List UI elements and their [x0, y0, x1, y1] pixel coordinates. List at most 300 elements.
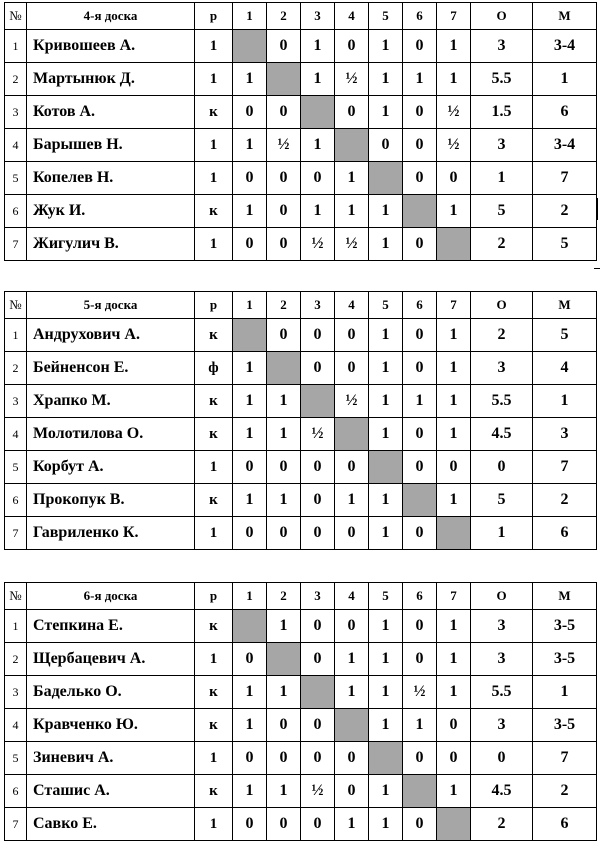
result-cell: 1: [437, 319, 471, 352]
player-points: 5.5: [471, 676, 533, 709]
result-cell: 0: [403, 228, 437, 261]
result-cell: 0: [301, 610, 335, 643]
result-cell: 0: [403, 643, 437, 676]
result-cell: 0: [403, 96, 437, 129]
result-cell: 1: [335, 808, 369, 841]
result-cell: 0: [403, 129, 437, 162]
result-cell: 1: [437, 610, 471, 643]
player-place: 1: [533, 676, 597, 709]
result-cell: 0: [267, 228, 301, 261]
diagonal-cell: [403, 484, 437, 517]
player-points: 3: [471, 610, 533, 643]
player-rank: 1: [195, 129, 233, 162]
result-cell: 0: [335, 352, 369, 385]
result-cell: 1: [335, 195, 369, 228]
player-points: 2: [471, 808, 533, 841]
header-col-2: 2: [267, 3, 301, 30]
player-points: 1: [471, 162, 533, 195]
player-place: 1: [533, 63, 597, 96]
result-cell: 1: [437, 352, 471, 385]
player-row: [5, 676, 597, 709]
result-cell: 0: [301, 319, 335, 352]
result-cell: 0: [437, 451, 471, 484]
diagonal-cell: [301, 96, 335, 129]
margin-mark: [594, 268, 600, 269]
player-row: [5, 129, 597, 162]
player-points: 4.5: [471, 418, 533, 451]
header-row: [5, 292, 597, 319]
player-rank: к: [195, 319, 233, 352]
header-col-7: 7: [437, 583, 471, 610]
header-row: [5, 3, 597, 30]
player-place: 3-4: [533, 30, 597, 63]
result-cell: ½: [403, 676, 437, 709]
player-points: 1: [471, 517, 533, 550]
result-cell: 1: [437, 775, 471, 808]
player-row: [5, 228, 597, 261]
result-cell: 1: [335, 484, 369, 517]
header-col-6: 6: [403, 3, 437, 30]
diagonal-cell: [369, 162, 403, 195]
result-cell: 0: [335, 742, 369, 775]
player-row: [5, 162, 597, 195]
player-row: [5, 451, 597, 484]
header-col-1: 1: [233, 3, 267, 30]
result-cell: 1: [369, 385, 403, 418]
player-number: 6: [5, 195, 27, 228]
header-r: р: [195, 3, 233, 30]
header-col-5: 5: [369, 583, 403, 610]
board-title: 6-я доска: [27, 583, 195, 610]
result-cell: 1: [369, 610, 403, 643]
header-points: О: [471, 292, 533, 319]
result-cell: 0: [403, 451, 437, 484]
result-cell: 1: [301, 63, 335, 96]
result-cell: 0: [403, 808, 437, 841]
player-row: [5, 517, 597, 550]
result-cell: 0: [233, 451, 267, 484]
result-cell: 0: [233, 162, 267, 195]
result-cell: 0: [267, 195, 301, 228]
header-number: №: [5, 583, 27, 610]
result-cell: 1: [301, 129, 335, 162]
result-cell: 1: [437, 484, 471, 517]
result-cell: ½: [301, 228, 335, 261]
diagonal-cell: [369, 451, 403, 484]
crosstable: [4, 2, 597, 261]
diagonal-cell: [301, 385, 335, 418]
diagonal-cell: [335, 129, 369, 162]
result-cell: 0: [233, 808, 267, 841]
result-cell: 1: [369, 30, 403, 63]
player-points: 3: [471, 30, 533, 63]
result-cell: 0: [403, 352, 437, 385]
result-cell: ½: [301, 775, 335, 808]
crosstable: [4, 582, 597, 841]
result-cell: 1: [233, 418, 267, 451]
header-col-5: 5: [369, 3, 403, 30]
result-cell: 1: [267, 484, 301, 517]
player-row: [5, 808, 597, 841]
player-row: [5, 418, 597, 451]
player-points: 0: [471, 742, 533, 775]
player-number: 1: [5, 319, 27, 352]
header-col-3: 3: [301, 3, 335, 30]
player-place: 1: [533, 385, 597, 418]
player-name: Андрухович А.: [27, 319, 195, 352]
player-rank: 1: [195, 30, 233, 63]
result-cell: 0: [403, 610, 437, 643]
result-cell: 1: [369, 709, 403, 742]
diagonal-cell: [301, 676, 335, 709]
player-name: Кривошеев А.: [27, 30, 195, 63]
board-5-table: [4, 291, 596, 550]
player-row: [5, 484, 597, 517]
result-cell: 1: [369, 63, 403, 96]
result-cell: 1: [403, 63, 437, 96]
header-col-1: 1: [233, 292, 267, 319]
result-cell: 1: [267, 775, 301, 808]
player-number: 1: [5, 30, 27, 63]
result-cell: 0: [301, 643, 335, 676]
header-points: О: [471, 583, 533, 610]
result-cell: 1: [369, 775, 403, 808]
header-col-3: 3: [301, 583, 335, 610]
result-cell: 0: [437, 709, 471, 742]
result-cell: 0: [335, 517, 369, 550]
player-place: 5: [533, 319, 597, 352]
margin-mark: [596, 198, 598, 220]
result-cell: 0: [233, 742, 267, 775]
header-number: №: [5, 292, 27, 319]
result-cell: 1: [233, 385, 267, 418]
result-cell: 1: [233, 676, 267, 709]
player-name: Баделько О.: [27, 676, 195, 709]
player-name: Щербацевич А.: [27, 643, 195, 676]
player-place: 3-5: [533, 709, 597, 742]
player-number: 6: [5, 775, 27, 808]
player-points: 3: [471, 129, 533, 162]
header-col-3: 3: [301, 292, 335, 319]
player-rank: к: [195, 676, 233, 709]
result-cell: 0: [233, 517, 267, 550]
header-col-4: 4: [335, 3, 369, 30]
header-col-7: 7: [437, 292, 471, 319]
result-cell: ½: [301, 418, 335, 451]
player-rank: к: [195, 709, 233, 742]
player-place: 2: [533, 775, 597, 808]
result-cell: 1: [335, 162, 369, 195]
diagonal-cell: [437, 808, 471, 841]
header-place: М: [533, 583, 597, 610]
player-name: Корбут А.: [27, 451, 195, 484]
diagonal-cell: [403, 775, 437, 808]
player-number: 4: [5, 418, 27, 451]
result-cell: 0: [267, 162, 301, 195]
result-cell: 1: [233, 709, 267, 742]
header-col-4: 4: [335, 292, 369, 319]
result-cell: 0: [437, 742, 471, 775]
player-rank: 1: [195, 63, 233, 96]
player-points: 5: [471, 195, 533, 228]
player-rank: 1: [195, 643, 233, 676]
player-rank: 1: [195, 228, 233, 261]
result-cell: 1: [267, 418, 301, 451]
result-cell: ½: [335, 63, 369, 96]
player-rank: к: [195, 775, 233, 808]
header-place: М: [533, 3, 597, 30]
result-cell: 0: [267, 451, 301, 484]
diagonal-cell: [267, 63, 301, 96]
player-name: Зиневич А.: [27, 742, 195, 775]
player-row: [5, 319, 597, 352]
result-cell: 1: [369, 484, 403, 517]
player-place: 4: [533, 352, 597, 385]
header-row: [5, 583, 597, 610]
result-cell: 1: [233, 63, 267, 96]
board-title: 4-я доска: [27, 3, 195, 30]
player-name: Молотилова О.: [27, 418, 195, 451]
player-name: Кравченко Ю.: [27, 709, 195, 742]
player-rank: 1: [195, 162, 233, 195]
result-cell: 1: [233, 195, 267, 228]
result-cell: 1: [369, 195, 403, 228]
diagonal-cell: [233, 319, 267, 352]
result-cell: 1: [233, 352, 267, 385]
player-points: 5.5: [471, 63, 533, 96]
result-cell: 1: [267, 676, 301, 709]
result-cell: 1: [437, 418, 471, 451]
board-title: 5-я доска: [27, 292, 195, 319]
result-cell: ½: [335, 228, 369, 261]
result-cell: 0: [233, 643, 267, 676]
result-cell: 1: [369, 228, 403, 261]
result-cell: 1: [369, 808, 403, 841]
player-number: 4: [5, 709, 27, 742]
player-row: [5, 385, 597, 418]
result-cell: 0: [233, 228, 267, 261]
diagonal-cell: [335, 709, 369, 742]
player-points: 4.5: [471, 775, 533, 808]
header-place: М: [533, 292, 597, 319]
result-cell: 0: [335, 30, 369, 63]
player-row: [5, 30, 597, 63]
player-rank: 1: [195, 808, 233, 841]
player-place: 6: [533, 96, 597, 129]
diagonal-cell: [403, 195, 437, 228]
player-name: Барышев Н.: [27, 129, 195, 162]
player-row: [5, 775, 597, 808]
player-place: 7: [533, 162, 597, 195]
player-rank: к: [195, 195, 233, 228]
player-place: 7: [533, 451, 597, 484]
result-cell: 0: [369, 129, 403, 162]
player-rank: 1: [195, 517, 233, 550]
diagonal-cell: [335, 418, 369, 451]
player-place: 3-4: [533, 129, 597, 162]
header-col-6: 6: [403, 583, 437, 610]
result-cell: 1: [437, 63, 471, 96]
result-cell: 1: [233, 129, 267, 162]
player-number: 6: [5, 484, 27, 517]
player-place: 5: [533, 228, 597, 261]
player-row: [5, 352, 597, 385]
result-cell: 1: [437, 385, 471, 418]
player-name: Копелев Н.: [27, 162, 195, 195]
result-cell: 1: [369, 319, 403, 352]
diagonal-cell: [267, 352, 301, 385]
player-rank: 1: [195, 451, 233, 484]
result-cell: 1: [437, 643, 471, 676]
result-cell: 0: [403, 319, 437, 352]
player-row: [5, 63, 597, 96]
player-number: 3: [5, 385, 27, 418]
result-cell: 0: [301, 484, 335, 517]
player-name: Степкина Е.: [27, 610, 195, 643]
result-cell: 1: [437, 676, 471, 709]
header-col-7: 7: [437, 3, 471, 30]
result-cell: 0: [301, 808, 335, 841]
result-cell: 0: [267, 808, 301, 841]
result-cell: 0: [301, 451, 335, 484]
player-rank: к: [195, 96, 233, 129]
board-4-table: [4, 2, 596, 261]
player-place: 6: [533, 517, 597, 550]
player-place: 7: [533, 742, 597, 775]
header-points: О: [471, 3, 533, 30]
header-col-4: 4: [335, 583, 369, 610]
player-name: Жигулич В.: [27, 228, 195, 261]
player-points: 2: [471, 228, 533, 261]
player-name: Савко Е.: [27, 808, 195, 841]
player-number: 7: [5, 228, 27, 261]
result-cell: 0: [267, 96, 301, 129]
result-cell: 1: [267, 385, 301, 418]
result-cell: 0: [335, 775, 369, 808]
result-cell: 0: [335, 451, 369, 484]
player-rank: к: [195, 418, 233, 451]
result-cell: 0: [403, 162, 437, 195]
player-place: 2: [533, 484, 597, 517]
player-row: [5, 610, 597, 643]
result-cell: 1: [233, 775, 267, 808]
player-points: 5: [471, 484, 533, 517]
player-rank: ф: [195, 352, 233, 385]
player-rank: к: [195, 385, 233, 418]
header-col-2: 2: [267, 292, 301, 319]
player-number: 2: [5, 352, 27, 385]
player-place: 3-5: [533, 610, 597, 643]
result-cell: 0: [233, 96, 267, 129]
header-r: р: [195, 583, 233, 610]
player-number: 3: [5, 96, 27, 129]
result-cell: 0: [267, 517, 301, 550]
player-number: 5: [5, 742, 27, 775]
player-points: 3: [471, 709, 533, 742]
header-col-1: 1: [233, 583, 267, 610]
result-cell: 1: [369, 96, 403, 129]
result-cell: ½: [437, 129, 471, 162]
result-cell: 0: [267, 709, 301, 742]
result-cell: 1: [301, 30, 335, 63]
player-row: [5, 195, 597, 228]
player-number: 5: [5, 451, 27, 484]
result-cell: 1: [335, 643, 369, 676]
player-name: Мартынюк Д.: [27, 63, 195, 96]
result-cell: 1: [335, 676, 369, 709]
header-r: р: [195, 292, 233, 319]
result-cell: 1: [369, 643, 403, 676]
result-cell: 1: [369, 676, 403, 709]
header-col-6: 6: [403, 292, 437, 319]
player-number: 2: [5, 63, 27, 96]
header-col-5: 5: [369, 292, 403, 319]
player-name: Сташис А.: [27, 775, 195, 808]
player-name: Жук И.: [27, 195, 195, 228]
result-cell: 0: [301, 517, 335, 550]
diagonal-cell: [437, 228, 471, 261]
player-points: 1.5: [471, 96, 533, 129]
result-cell: ½: [437, 96, 471, 129]
player-number: 7: [5, 517, 27, 550]
result-cell: 0: [301, 742, 335, 775]
result-cell: 0: [437, 162, 471, 195]
header-number: №: [5, 3, 27, 30]
player-points: 3: [471, 352, 533, 385]
player-place: 3-5: [533, 643, 597, 676]
result-cell: 0: [403, 517, 437, 550]
result-cell: 1: [301, 195, 335, 228]
result-cell: 1: [437, 195, 471, 228]
player-rank: 1: [195, 742, 233, 775]
diagonal-cell: [437, 517, 471, 550]
player-points: 0: [471, 451, 533, 484]
player-rank: к: [195, 484, 233, 517]
result-cell: 1: [369, 517, 403, 550]
player-place: 3: [533, 418, 597, 451]
player-name: Гавриленко К.: [27, 517, 195, 550]
player-number: 2: [5, 643, 27, 676]
player-name: Котов А.: [27, 96, 195, 129]
player-number: 7: [5, 808, 27, 841]
player-number: 5: [5, 162, 27, 195]
player-name: Прокопук В.: [27, 484, 195, 517]
result-cell: 1: [403, 385, 437, 418]
player-row: [5, 742, 597, 775]
result-cell: 0: [403, 418, 437, 451]
player-name: Храпко М.: [27, 385, 195, 418]
player-points: 5.5: [471, 385, 533, 418]
result-cell: 0: [403, 30, 437, 63]
result-cell: 0: [335, 96, 369, 129]
result-cell: 1: [233, 484, 267, 517]
result-cell: 1: [267, 610, 301, 643]
player-number: 4: [5, 129, 27, 162]
player-rank: к: [195, 610, 233, 643]
diagonal-cell: [233, 30, 267, 63]
player-points: 3: [471, 643, 533, 676]
player-points: 2: [471, 319, 533, 352]
result-cell: 0: [335, 610, 369, 643]
player-name: Бейненсон Е.: [27, 352, 195, 385]
result-cell: 0: [267, 319, 301, 352]
header-col-2: 2: [267, 583, 301, 610]
player-place: 6: [533, 808, 597, 841]
result-cell: 1: [369, 352, 403, 385]
result-cell: 1: [437, 30, 471, 63]
player-row: [5, 643, 597, 676]
result-cell: 1: [403, 709, 437, 742]
